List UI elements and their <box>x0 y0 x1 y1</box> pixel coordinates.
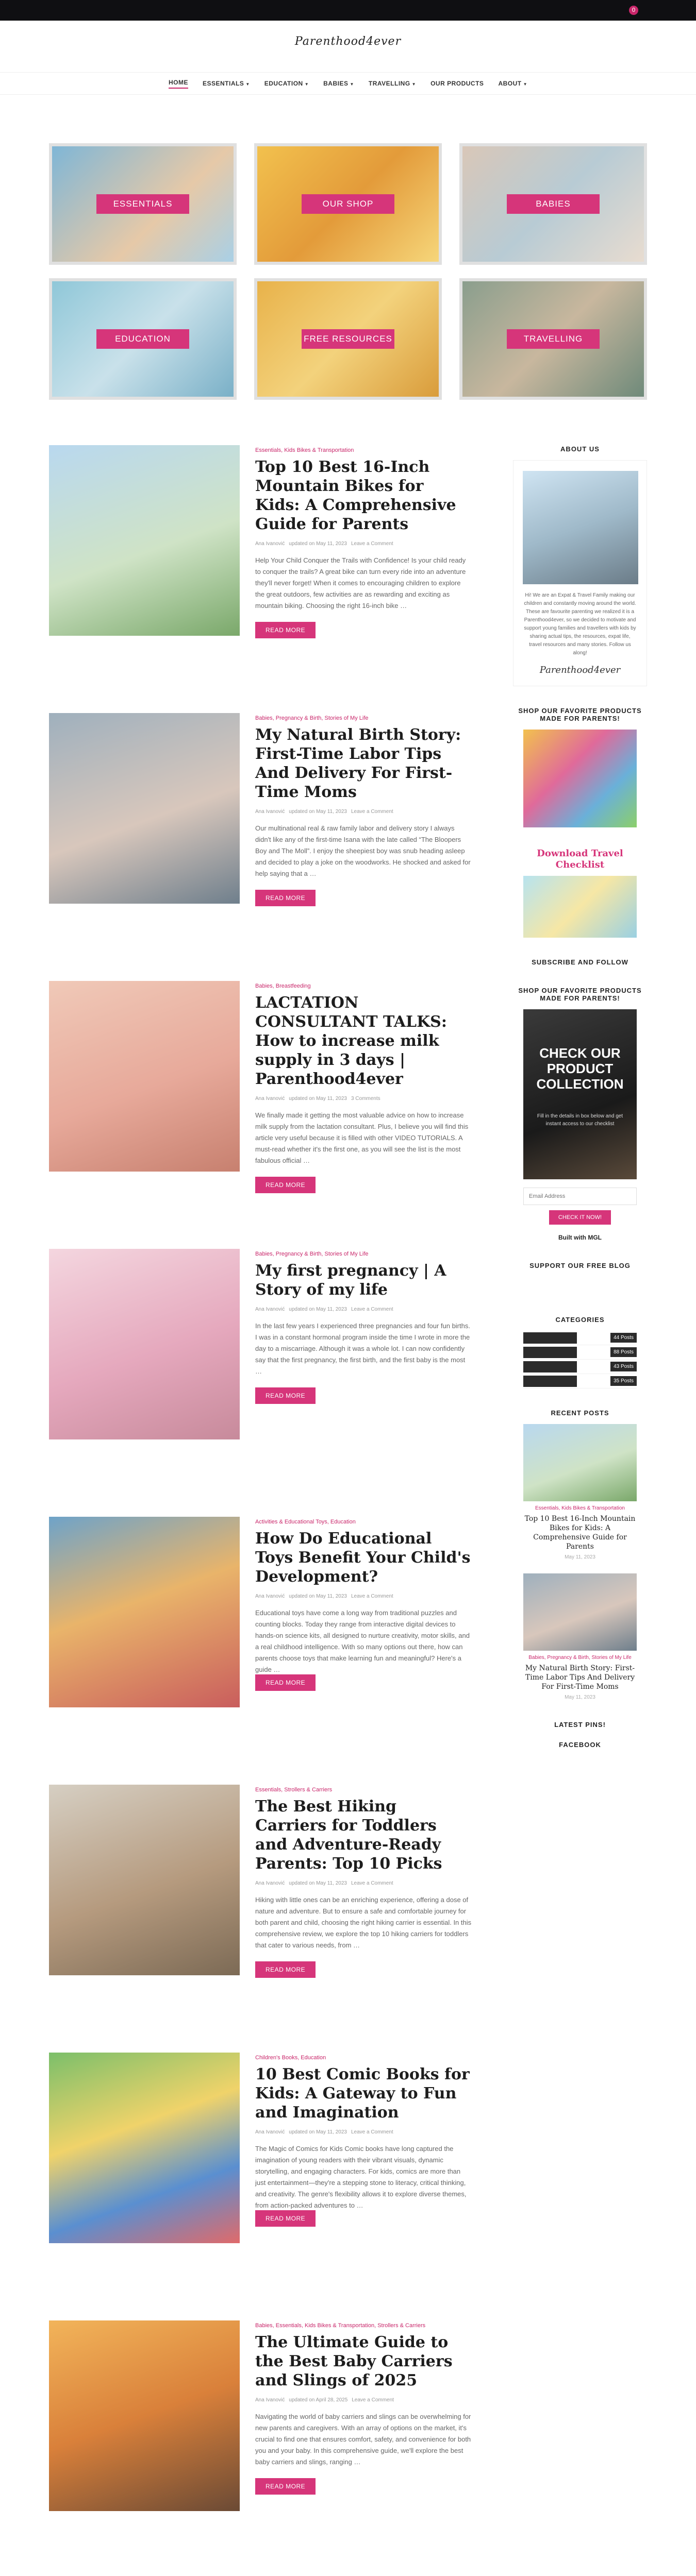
post-card <box>49 2053 472 2320</box>
category-item[interactable] <box>523 1374 637 1388</box>
post-title[interactable]: How Do Educational Toys Benefit Your Child's Development? <box>255 1530 471 1586</box>
post-card <box>49 1785 472 2053</box>
post-title[interactable]: 10 Best Comic Books for Kids: A Gateway to Fun and Imagination <box>255 2065 470 2122</box>
read-more-button[interactable]: READ MORE <box>255 2210 316 2227</box>
post-thumbnail[interactable] <box>49 713 240 904</box>
category-item[interactable] <box>523 1360 637 1374</box>
post-thumbnail[interactable] <box>49 1517 240 1707</box>
post-excerpt: Hiking with little ones can be an enriching experience, offering a dose of nature and adventure. But to ensure a safe and comfortable journey for both parent and child, choosing the right hiking carrier is essential. In this comprehensive review, we explore the top 10 hiking carriers for toddlers that cater to various needs, from … <box>255 1896 472 1949</box>
post-meta <box>255 1307 472 1312</box>
category-tiles <box>49 143 647 400</box>
top-bar <box>0 0 696 21</box>
post-title[interactable]: The Best Hiking Carriers for Toddlers and Adventure-Ready Parents: Top 10 Picks <box>255 1798 442 1873</box>
chevron-down-icon: ▼ <box>304 82 309 87</box>
post-categories[interactable]: Children's Books, Education <box>255 2055 326 2061</box>
post-card <box>49 713 472 981</box>
sidebar <box>513 445 647 2576</box>
nav-essentials[interactable]: ESSENTIALS ▼ <box>202 80 250 87</box>
signature: Parenthood4ever <box>539 665 621 675</box>
post-excerpt: Navigating the world of baby carriers and slings can be overwhelming for new parents and caregivers. With an array of options on the market, it's crucial to find one that ensures comfort, safety, and convenience for both you and your baby. In this comprehensive guide, we'll explore the best baby carriers and slings, ranging … <box>255 2413 471 2466</box>
post-list <box>49 445 472 2576</box>
category-label[interactable]: FREE RESOURCES <box>302 329 394 349</box>
site-header <box>0 21 696 72</box>
post-author[interactable]: Ana Ivanović <box>255 809 285 815</box>
recent-post-date: May 11, 2023 <box>565 1554 595 1560</box>
post-thumbnail[interactable] <box>49 2320 240 2511</box>
post-author[interactable]: Ana Ivanović <box>255 1880 285 1886</box>
post-date: updated on May 11, 2023 <box>289 1096 347 1101</box>
post-categories[interactable]: Babies, Pregnancy & Birth, Stories of My Life <box>255 715 369 721</box>
post-excerpt: The Magic of Comics for Kids Comic books have long captured the imagination of young readers with their vibrant visuals, dynamic storytelling, and engaging characters. For kids, comics are more than just entertainment—they're a stepping stone to literacy, critical thinking, and creativity. The genre's flexibility allows it to explore diverse themes, from action-packed adventures to … <box>255 2145 467 2209</box>
post-excerpt: We finally made it getting the most valuable advice on how to increase milk supply from the lactation consultant. Plus, I believe you will find this article very useful because it is filled with other VIDEO TUTORIALS. A must-read whether it's the first one, as you will see the list is the most fabulous official … <box>255 1111 469 1164</box>
banner-title: CHECK OUR PRODUCT COLLECTION <box>536 1045 624 1092</box>
product-collection-banner[interactable] <box>523 1009 637 1179</box>
post-comments-link[interactable]: Leave a Comment <box>351 809 393 815</box>
read-more-button[interactable]: READ MORE <box>255 1177 316 1193</box>
post-thumbnail[interactable] <box>49 2053 240 2243</box>
category-tile-free-resources[interactable] <box>254 278 442 400</box>
post-meta <box>255 1096 472 1101</box>
nav-babies[interactable]: BABIES ▼ <box>323 80 354 87</box>
chevron-down-icon: ▼ <box>523 82 528 87</box>
category-tile-babies[interactable] <box>459 143 647 265</box>
category-tile-essentials[interactable] <box>49 143 237 265</box>
post-author[interactable]: Ana Ivanović <box>255 2129 285 2135</box>
read-more-button[interactable]: READ MORE <box>255 1387 316 1404</box>
main-navigation <box>0 72 696 95</box>
category-count: 43 Posts <box>610 1362 637 1371</box>
post-excerpt: Help Your Child Conquer the Trails with Confidence! Is your child ready to conquer the trails? A great bike can turn every ride into an adventure they'll never forget! When it comes to encouraging children to explore the great outdoors, few activities are as rewarding and exciting as mountain biking. Choosing the right 16-inch bike … <box>255 556 466 609</box>
post-date: updated on May 11, 2023 <box>289 1594 347 1599</box>
post-card <box>49 1517 472 1785</box>
nav-home[interactable]: HOME <box>169 79 188 89</box>
post-author[interactable]: Ana Ivanović <box>255 1307 285 1312</box>
nav-travelling[interactable]: TRAVELLING ▼ <box>368 80 417 87</box>
post-categories[interactable]: Essentials, Kids Bikes & Transportation <box>255 447 354 453</box>
post-comments-link[interactable]: Leave a Comment <box>351 1880 393 1886</box>
post-card <box>49 981 472 1249</box>
submit-button[interactable]: CHECK IT NOW! <box>549 1210 611 1225</box>
post-excerpt: Educational toys have come a long way from traditional puzzles and counting blocks. Today they range from interactive digital devices to hands-on science kits, all designed to nurture creativity, motor skills, and a real childhood intelligence. With so many options out there, how can parents choose toys that make learning fun and meaningful? Here's a guide … <box>255 1609 470 1673</box>
post-author[interactable]: Ana Ivanović <box>255 1096 285 1101</box>
subscribe-title: SUBSCRIBE AND FOLLOW <box>532 958 628 966</box>
post-comments-link[interactable]: Leave a Comment <box>351 541 393 547</box>
post-author[interactable]: Ana Ivanović <box>255 541 285 547</box>
post-comments-link[interactable]: 3 Comments <box>351 1096 380 1101</box>
category-label[interactable]: ESSENTIALS <box>96 194 189 214</box>
post-title[interactable]: The Ultimate Guide to the Best Baby Carriers and Slings of 2025 <box>255 2333 453 2389</box>
post-thumbnail[interactable] <box>49 1785 240 1975</box>
post-card <box>49 2320 472 2576</box>
recent-post <box>523 1573 637 1700</box>
category-label[interactable]: BABIES <box>507 194 600 214</box>
shop-title: SHOP OUR FAVORITE PRODUCTS MADE FOR PARENTS! <box>518 707 642 722</box>
post-categories[interactable]: Babies, Pregnancy & Birth, Stories of My Life <box>255 1251 369 1257</box>
post-date: updated on May 11, 2023 <box>289 541 347 547</box>
category-item[interactable] <box>523 1331 637 1345</box>
post-categories[interactable]: Activities & Educational Toys, Education <box>255 1519 356 1525</box>
nav-about[interactable]: ABOUT ▼ <box>498 80 528 87</box>
post-title[interactable]: My first pregnancy | A Story of my life <box>255 1262 446 1299</box>
nav-our-products[interactable]: OUR PRODUCTS <box>430 80 484 87</box>
post-author[interactable]: Ana Ivanović <box>255 2397 285 2403</box>
post-thumbnail[interactable] <box>49 445 240 636</box>
category-list <box>523 1331 637 1388</box>
category-tile-our-shop[interactable] <box>254 143 442 265</box>
chevron-down-icon: ▼ <box>411 82 417 87</box>
post-title[interactable]: Top 10 Best 16-Inch Mountain Bikes for Kids: A Comprehensive Guide for Parents <box>255 458 456 533</box>
read-more-button[interactable]: READ MORE <box>255 622 316 638</box>
post-date: updated on May 11, 2023 <box>289 809 347 815</box>
download-checklist-link[interactable]: Download Travel Checklist <box>537 848 623 870</box>
recent-posts-title: RECENT POSTS <box>551 1409 609 1417</box>
recent-post-thumbnail[interactable] <box>523 1573 637 1651</box>
recent-post-category[interactable]: Babies, Pregnancy & Birth, Stories of My Life <box>528 1655 632 1660</box>
built-with-label[interactable]: Built with MGL <box>558 1234 602 1241</box>
post-date: updated on May 11, 2023 <box>289 1307 347 1312</box>
post-author[interactable]: Ana Ivanović <box>255 1594 285 1599</box>
post-categories[interactable]: Essentials, Strollers & Carriers <box>255 1787 333 1793</box>
banner-subtitle: Fill in the details in box below and get instant access to our checklist <box>537 1113 623 1127</box>
post-title[interactable]: My Natural Birth Story: First-Time Labor Tips And Delivery For First-Time Moms <box>255 726 461 801</box>
post-excerpt: Our multinational real & raw family labor and delivery story I always didn't like any of the first-time Isana with the late called “The Bloopers Boy and The Moll”. I enjoy the sheepiest boy was snub heading asleep and decided to play a joke on the woodworks. He shocked and asked for help saying that a … <box>255 824 471 877</box>
about-box <box>513 460 647 686</box>
category-count: 44 Posts <box>610 1333 637 1343</box>
chevron-down-icon: ▼ <box>245 82 250 87</box>
recent-post-title[interactable]: Top 10 Best 16-Inch Mountain Bikes for Kids: A Comprehensive Guide for Parents <box>524 1515 636 1551</box>
post-comments-link[interactable]: Leave a Comment <box>351 2129 393 2135</box>
recent-post-title[interactable]: My Natural Birth Story: First-Time Labor Tips And Delivery For First-Time Moms <box>525 1664 635 1691</box>
recent-post-thumbnail[interactable] <box>523 1424 637 1501</box>
about-photo <box>523 471 638 584</box>
support-title: SUPPORT OUR FREE BLOG <box>529 1262 631 1269</box>
read-more-button[interactable]: READ MORE <box>255 2478 316 2495</box>
cart-count-badge[interactable]: 0 <box>629 6 638 15</box>
checklist-image[interactable] <box>523 876 637 938</box>
post-meta <box>255 809 472 815</box>
shop-title-2: SHOP OUR FAVORITE PRODUCTS MADE FOR PARENTS! <box>518 987 642 1002</box>
about-text: Hi! We are an Expat & Travel Family making our children and constantly moving around the world. These are favourite parenting we realized it is a Parenthood4ever, so we decided to motivate and support young families and travellers with kids by sharing actual tips, the resources, expat life, travel resources and many stories. Follow us along! <box>524 592 636 656</box>
recent-post <box>523 1424 637 1560</box>
facebook-title: FACEBOOK <box>559 1741 601 1749</box>
post-excerpt: In the last few years I experienced three pregnancies and four fun births. I was in a constant hormonal program inside the time I wrote in more the day to a miscarriage. Although it was a whole lot. I can now confidently say that the first pregnancy, the first birth, and the first baby is the most … <box>255 1322 470 1375</box>
post-title[interactable]: LACTATION CONSULTANT TALKS: How to increase milk supply in 3 days | Parenthood4ever <box>255 994 447 1088</box>
email-field[interactable] <box>523 1188 637 1205</box>
categories-title: CATEGORIES <box>555 1316 605 1324</box>
post-comments-link[interactable]: Leave a Comment <box>351 1307 393 1312</box>
post-card <box>49 445 472 713</box>
read-more-button[interactable]: READ MORE <box>255 890 316 906</box>
nav-education[interactable]: EDUCATION ▼ <box>264 80 309 87</box>
post-categories[interactable]: Babies, Breastfeeding <box>255 983 311 989</box>
shop-promo-image[interactable] <box>523 730 637 827</box>
post-date: updated on May 11, 2023 <box>289 1880 347 1886</box>
post-meta <box>255 1880 472 1886</box>
post-thumbnail[interactable] <box>49 981 240 1172</box>
category-tile-education[interactable] <box>49 278 237 400</box>
recent-post-date: May 11, 2023 <box>565 1694 595 1700</box>
category-count: 88 Posts <box>610 1347 637 1357</box>
post-categories[interactable]: Babies, Essentials, Kids Bikes & Transportation, Strollers & Carriers <box>255 2323 426 2329</box>
site-logo[interactable]: Parenthood4ever <box>294 35 402 48</box>
latest-pins-title: LATEST PINS! <box>554 1721 606 1728</box>
category-tile-travelling[interactable] <box>459 278 647 400</box>
post-card <box>49 1249 472 1517</box>
category-count: 35 Posts <box>610 1376 637 1386</box>
post-date: updated on April 28, 2025 <box>289 2397 348 2403</box>
read-more-button[interactable]: READ MORE <box>255 1961 316 1978</box>
recent-post-category[interactable]: Essentials, Kids Bikes & Transportation <box>535 1505 625 1511</box>
post-comments-link[interactable]: Leave a Comment <box>352 2397 394 2403</box>
post-meta <box>255 2129 472 2135</box>
post-comments-link[interactable]: Leave a Comment <box>351 1594 393 1599</box>
post-thumbnail[interactable] <box>49 1249 240 1439</box>
post-meta <box>255 541 472 547</box>
category-item[interactable] <box>523 1345 637 1360</box>
post-meta <box>255 2397 472 2403</box>
read-more-button[interactable]: READ MORE <box>255 1674 316 1691</box>
chevron-down-icon: ▼ <box>350 82 354 87</box>
category-label[interactable]: OUR SHOP <box>302 194 394 214</box>
category-label[interactable]: TRAVELLING <box>507 329 600 349</box>
main-content <box>49 445 647 2576</box>
category-label[interactable]: EDUCATION <box>96 329 189 349</box>
about-title: ABOUT US <box>560 445 600 453</box>
post-meta <box>255 1594 472 1599</box>
post-date: updated on May 11, 2023 <box>289 2129 347 2135</box>
